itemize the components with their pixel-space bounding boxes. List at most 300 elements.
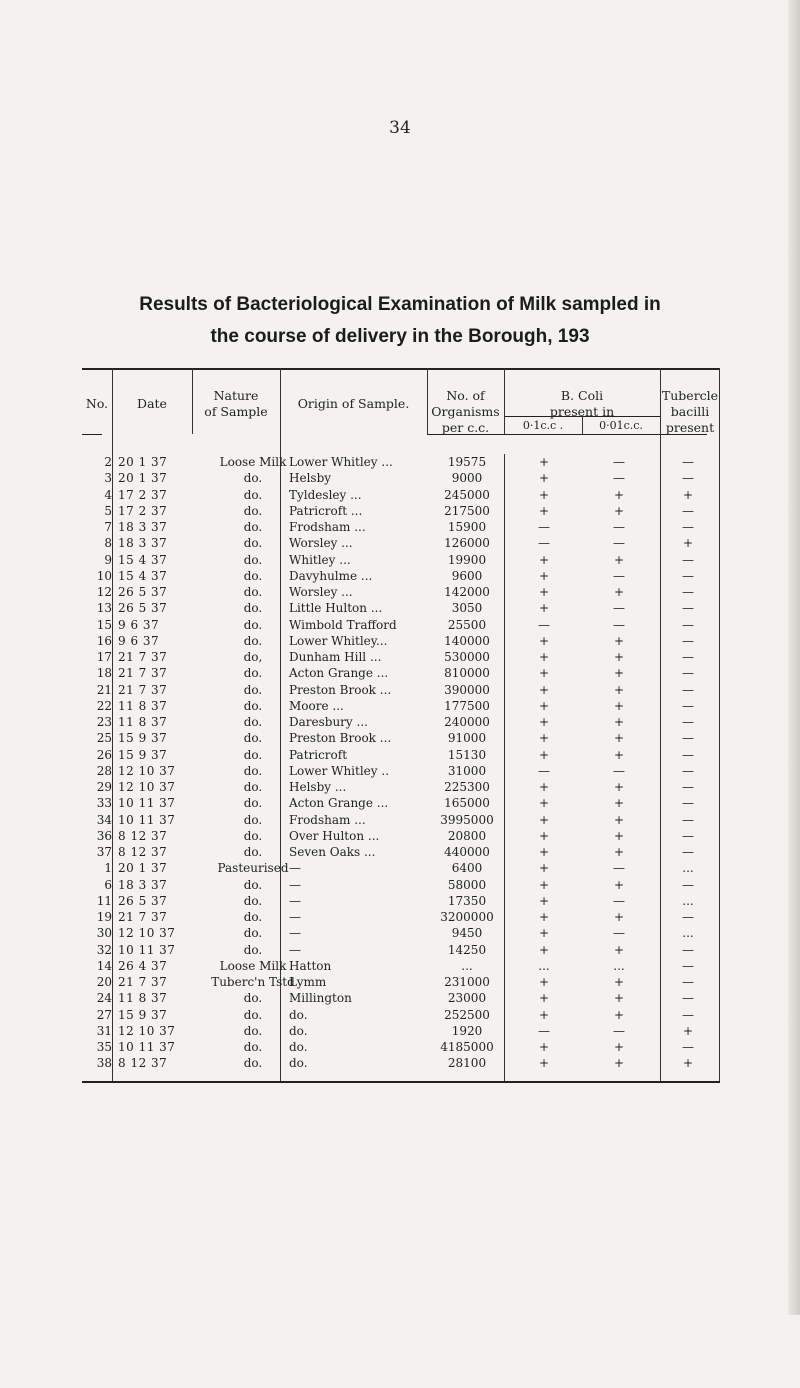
cell-organisms: 3200000 (440, 910, 494, 924)
cell-bcoli-001cc: + (613, 991, 625, 1006)
cell-date: 20 1 37 (118, 455, 168, 469)
cell-bcoli-001cc: — (613, 763, 625, 778)
cell-tubercle: — (682, 698, 694, 713)
cell-organisms: ... (461, 958, 473, 973)
cell-no: 1 (104, 861, 112, 876)
cell-origin: Lymm (289, 975, 327, 989)
cell-nature: do. (243, 682, 263, 697)
table-row (82, 503, 720, 519)
cell-organisms: 9450 (451, 926, 483, 941)
cell-date: 9 6 37 (118, 633, 160, 648)
cell-origin: Patricroft ... (289, 503, 363, 518)
cell-bcoli-01cc: + (538, 503, 550, 518)
cell-tubercle: — (682, 958, 694, 973)
cell-bcoli-01cc: + (538, 877, 550, 892)
cell-origin: — (289, 926, 301, 941)
cell-tubercle: — (682, 471, 694, 486)
cell-bcoli-001cc: + (613, 487, 625, 502)
cell-bcoli-001cc: — (613, 893, 625, 908)
cell-date: 21 7 37 (118, 910, 168, 924)
table-row (82, 974, 720, 990)
cell-bcoli-01cc: — (538, 763, 550, 778)
cell-tubercle: ... (682, 861, 694, 876)
page-edge (788, 0, 800, 1315)
cell-origin: Lower Whitley .. (289, 763, 390, 778)
cell-date: 26 5 37 (118, 601, 168, 616)
cell-tubercle: — (682, 845, 694, 859)
cell-bcoli-01cc: + (538, 796, 550, 811)
cell-nature: do. (243, 633, 263, 648)
cell-origin: Helsby (289, 471, 332, 486)
cell-origin: Moore ... (289, 698, 344, 713)
cell-nature: do, (243, 650, 263, 664)
cell-organisms: 6400 (451, 861, 483, 876)
cell-bcoli-001cc: + (613, 715, 625, 729)
cell-bcoli-001cc: — (613, 520, 625, 534)
cell-origin: Millington (289, 991, 352, 1006)
cell-origin: Worsley ... (289, 585, 353, 599)
cell-bcoli-001cc: — (613, 861, 625, 876)
cell-bcoli-001cc: + (613, 666, 625, 681)
cell-origin: Lower Whitley ... (289, 455, 393, 469)
cell-date: 12 10 37 (118, 926, 176, 941)
cell-tubercle: — (682, 617, 694, 632)
cell-nature: do. (243, 698, 263, 713)
cell-bcoli-001cc: — (613, 536, 625, 551)
cell-bcoli-001cc: — (613, 926, 625, 941)
cell-nature: do. (243, 666, 263, 681)
cell-nature: do. (243, 877, 263, 892)
cell-nature: Loose Milk (219, 455, 287, 469)
table-row (82, 568, 720, 584)
cell-bcoli-01cc: + (538, 552, 550, 567)
cell-bcoli-01cc: + (538, 568, 550, 583)
cell-bcoli-01cc: + (538, 1007, 550, 1022)
table-row (82, 763, 720, 779)
header-rule (82, 434, 102, 435)
cell-no: 19 (96, 910, 112, 924)
header-no: No. (85, 396, 109, 411)
cell-organisms: 19575 (447, 455, 487, 469)
cell-date: 21 7 37 (118, 682, 168, 697)
cell-organisms: 15130 (447, 747, 487, 762)
cell-bcoli-001cc: + (613, 1056, 625, 1071)
cell-tubercle: — (682, 828, 694, 843)
cell-organisms: 19900 (447, 552, 487, 567)
cell-tubercle: — (682, 975, 694, 989)
table-row (82, 649, 720, 665)
cell-no: 26 (96, 747, 112, 762)
cell-nature: do. (243, 893, 263, 908)
cell-date: 15 4 37 (118, 568, 168, 583)
cell-nature: Tuberc'n Tstd (211, 975, 295, 989)
cell-date: 26 4 37 (118, 958, 168, 973)
cell-bcoli-001cc: — (613, 601, 625, 616)
cell-tubercle: — (682, 763, 694, 778)
cell-nature: do. (243, 942, 263, 957)
cell-organisms: 91000 (447, 731, 487, 746)
cell-tubercle: ... (682, 926, 694, 941)
cell-bcoli-01cc: + (538, 991, 550, 1006)
cell-bcoli-001cc: + (613, 731, 625, 746)
title-line-2: the course of delivery in the Borough, 193 (210, 326, 590, 347)
table-row (82, 909, 720, 925)
cell-bcoli-001cc: — (613, 617, 625, 632)
table-row (82, 1023, 720, 1039)
cell-date: 8 12 37 (118, 1056, 168, 1071)
cell-bcoli-001cc: — (613, 568, 625, 583)
cell-tubercle: — (682, 991, 694, 1006)
table-row (82, 487, 720, 503)
page-number: 34 (389, 118, 411, 138)
cell-date: 15 9 37 (118, 747, 168, 762)
table-row (82, 877, 720, 893)
cell-no: 34 (96, 812, 112, 827)
cell-bcoli-01cc: + (538, 1040, 550, 1054)
cell-tubercle: — (682, 942, 694, 957)
cell-origin: Patricroft (289, 747, 348, 762)
cell-no: 32 (96, 942, 112, 957)
cell-organisms: 530000 (444, 650, 490, 664)
cell-organisms: 240000 (444, 715, 490, 729)
cell-organisms: 231000 (444, 975, 490, 989)
cell-bcoli-001cc: + (613, 796, 625, 811)
table-row (82, 828, 720, 844)
cell-organisms: 440000 (444, 845, 490, 859)
cell-no: 18 (96, 666, 112, 681)
cell-tubercle: — (682, 650, 694, 664)
cell-tubercle: — (682, 1007, 694, 1022)
table-row (82, 584, 720, 600)
cell-tubercle: — (682, 552, 694, 567)
cell-bcoli-001cc: + (613, 812, 625, 827)
header-date: Date (137, 396, 167, 411)
cell-date: 17 2 37 (118, 487, 168, 502)
results-table (82, 368, 720, 1388)
cell-no: 37 (96, 845, 112, 859)
cell-no: 31 (96, 1023, 112, 1038)
cell-bcoli-01cc: + (538, 942, 550, 957)
cell-organisms: 14250 (447, 942, 487, 957)
cell-nature: do. (243, 536, 263, 551)
cell-date: 15 9 37 (118, 1007, 168, 1022)
cell-no: 27 (96, 1007, 112, 1022)
cell-bcoli-01cc: + (538, 715, 550, 729)
cell-no: 25 (96, 731, 112, 746)
cell-organisms: 23000 (447, 991, 487, 1006)
cell-bcoli-01cc: + (538, 682, 550, 697)
cell-origin: do. (289, 1056, 308, 1071)
cell-tubercle: ... (682, 893, 694, 908)
cell-bcoli-01cc: — (538, 520, 550, 534)
cell-nature: do. (243, 780, 263, 794)
cell-date: 11 8 37 (118, 715, 168, 729)
cell-no: 36 (96, 828, 112, 843)
cell-date: 8 12 37 (118, 845, 168, 859)
cell-organisms: 177500 (444, 698, 490, 713)
table-body (82, 454, 720, 1072)
cell-organisms: 17350 (447, 893, 487, 908)
cell-tubercle: — (682, 633, 694, 648)
cell-no: 9 (104, 552, 112, 567)
cell-nature: do. (243, 1040, 263, 1054)
cell-organisms: 165000 (444, 796, 490, 811)
table-row (82, 730, 720, 746)
cell-organisms: 252500 (444, 1007, 490, 1022)
header-bcoli: B. Coli present in (549, 388, 615, 419)
cell-date: 21 7 37 (118, 975, 168, 989)
cell-organisms: 3995000 (440, 812, 494, 827)
cell-origin: Dunham Hill ... (289, 650, 382, 664)
cell-organisms: 245000 (444, 487, 490, 502)
table-row (82, 1039, 720, 1055)
table-row (82, 600, 720, 616)
cell-origin: — (289, 910, 301, 924)
cell-tubercle: — (682, 747, 694, 762)
cell-tubercle: — (682, 877, 694, 892)
cell-organisms: 4185000 (440, 1040, 494, 1054)
cell-nature: do. (243, 520, 263, 534)
cell-date: 8 12 37 (118, 828, 168, 843)
cell-nature: do. (243, 1023, 263, 1038)
cell-nature: do. (243, 585, 263, 599)
cell-organisms: 25500 (447, 617, 487, 632)
cell-bcoli-01cc: + (538, 633, 550, 648)
cell-bcoli-01cc: + (538, 487, 550, 502)
cell-origin: do. (289, 1040, 308, 1054)
cell-bcoli-01cc: + (538, 731, 550, 746)
cell-bcoli-01cc: + (538, 455, 550, 469)
cell-nature: do. (243, 812, 263, 827)
cell-bcoli-001cc: + (613, 780, 625, 794)
cell-bcoli-001cc: + (613, 633, 625, 648)
title-line-1: Results of Bacteriological Examination of Milk sampled in (139, 294, 661, 315)
cell-origin: Frodsham ... (289, 520, 366, 534)
cell-bcoli-01cc: + (538, 601, 550, 616)
cell-date: 18 3 37 (118, 536, 168, 551)
cell-bcoli-01cc: + (538, 861, 550, 876)
cell-origin: Little Hulton ... (289, 601, 383, 616)
cell-no: 11 (96, 893, 112, 908)
cell-origin: Tyldesley ... (289, 487, 362, 502)
cell-tubercle: — (682, 520, 694, 534)
bottom-rule (82, 1081, 720, 1083)
cell-bcoli-01cc: — (538, 536, 550, 551)
cell-origin: Wimbold Trafford (289, 617, 397, 632)
cell-date: 10 11 37 (118, 796, 176, 811)
cell-organisms: 31000 (447, 763, 487, 778)
cell-origin: — (289, 942, 301, 957)
cell-tubercle: — (682, 666, 694, 681)
cell-tubercle: — (682, 796, 694, 811)
cell-bcoli-01cc: + (538, 845, 550, 859)
table-row (82, 925, 720, 941)
cell-nature: Loose Milk (219, 958, 287, 973)
cell-date: 20 1 37 (118, 861, 168, 876)
cell-no: 24 (96, 991, 112, 1006)
cell-no: 22 (96, 698, 112, 713)
cell-bcoli-01cc: + (538, 471, 550, 486)
cell-no: 15 (96, 617, 112, 632)
cell-no: 23 (96, 715, 112, 729)
cell-tubercle: — (682, 568, 694, 583)
cell-tubercle: + (682, 1056, 694, 1071)
cell-bcoli-001cc: + (613, 828, 625, 843)
table-row (82, 893, 720, 909)
cell-tubercle: — (682, 682, 694, 697)
cell-organisms: 1920 (451, 1023, 483, 1038)
cell-nature: do. (243, 552, 263, 567)
cell-date: 15 9 37 (118, 731, 168, 746)
cell-nature: do. (243, 845, 263, 859)
cell-origin: — (289, 877, 301, 892)
cell-date: 12 10 37 (118, 780, 176, 794)
cell-bcoli-01cc: + (538, 747, 550, 762)
header-origin: Origin of Sample. (297, 396, 410, 411)
cell-tubercle: — (682, 780, 694, 794)
cell-nature: do. (243, 617, 263, 632)
cell-nature: do. (243, 487, 263, 502)
cell-no: 35 (96, 1040, 112, 1054)
table-row (82, 812, 720, 828)
cell-date: 15 4 37 (118, 552, 168, 567)
cell-origin: Hatton (289, 958, 332, 973)
cell-bcoli-01cc: + (538, 975, 550, 989)
cell-organisms: 9600 (451, 568, 483, 583)
cell-bcoli-01cc: + (538, 650, 550, 664)
cell-bcoli-01cc: + (538, 1056, 550, 1071)
cell-bcoli-001cc: + (613, 1007, 625, 1022)
cell-no: 38 (96, 1056, 112, 1071)
cell-bcoli-001cc: + (613, 747, 625, 762)
cell-bcoli-001cc: — (613, 455, 625, 469)
cell-tubercle: — (682, 812, 694, 827)
table-row (82, 795, 720, 811)
table-row (82, 990, 720, 1006)
cell-no: 30 (96, 926, 112, 941)
cell-organisms: 225300 (444, 780, 490, 794)
cell-bcoli-001cc: + (613, 682, 625, 697)
cell-no: 16 (96, 633, 112, 648)
table-row (82, 552, 720, 568)
cell-nature: do. (243, 471, 263, 486)
cell-date: 20 1 37 (118, 471, 168, 486)
cell-bcoli-01cc: — (538, 617, 550, 632)
cell-tubercle: + (682, 1023, 694, 1038)
cell-date: 10 11 37 (118, 1040, 176, 1054)
cell-nature: do. (243, 568, 263, 583)
cell-date: 26 5 37 (118, 893, 168, 908)
cell-bcoli-001cc: + (613, 942, 625, 957)
cell-origin: Preston Brook ... (289, 682, 392, 697)
cell-organisms: 58000 (447, 877, 487, 892)
cell-organisms: 810000 (444, 666, 490, 681)
table-row (82, 682, 720, 698)
cell-bcoli-001cc: — (613, 1023, 625, 1038)
cell-no: 12 (96, 585, 112, 599)
cell-tubercle: — (682, 585, 694, 599)
header-nature: Nature of Sample (204, 388, 268, 419)
cell-origin: do. (289, 1007, 308, 1022)
cell-tubercle: — (682, 715, 694, 729)
cell-origin: — (289, 861, 301, 876)
cell-date: 26 5 37 (118, 585, 168, 599)
cell-tubercle: — (682, 601, 694, 616)
cell-bcoli-01cc: + (538, 926, 550, 941)
cell-nature: do. (243, 796, 263, 811)
cell-bcoli-001cc: + (613, 910, 625, 924)
cell-organisms: 28100 (447, 1056, 487, 1071)
cell-nature: do. (243, 715, 263, 729)
table-row (82, 633, 720, 649)
cell-date: 12 10 37 (118, 1023, 176, 1038)
cell-date: 10 11 37 (118, 942, 176, 957)
cell-no: 29 (96, 780, 112, 794)
cell-tubercle: — (682, 503, 694, 518)
table-row (82, 860, 720, 876)
cell-bcoli-001cc: + (613, 552, 625, 567)
cell-nature: do. (243, 910, 263, 924)
table-row (82, 1055, 720, 1071)
cell-origin: Over Hulton ... (289, 828, 380, 843)
cell-bcoli-001cc: + (613, 845, 625, 859)
cell-organisms: 15900 (447, 520, 487, 534)
cell-organisms: 390000 (444, 682, 490, 697)
cell-date: 12 10 37 (118, 763, 176, 778)
cell-organisms: 20800 (447, 828, 487, 843)
cell-bcoli-01cc: + (538, 780, 550, 794)
table-row (82, 454, 720, 470)
cell-bcoli-001cc: + (613, 975, 625, 989)
cell-organisms: 217500 (444, 503, 490, 518)
cell-origin: — (289, 893, 301, 908)
cell-bcoli-01cc: + (538, 893, 550, 908)
cell-no: 4 (104, 487, 112, 502)
cell-organisms: 140000 (444, 633, 490, 648)
table-row (82, 844, 720, 860)
cell-bcoli-001cc: + (613, 585, 625, 599)
cell-no: 10 (96, 568, 112, 583)
cell-no: 20 (96, 975, 112, 989)
cell-date: 9 6 37 (118, 617, 160, 632)
table-row (82, 747, 720, 763)
cell-no: 13 (96, 601, 112, 616)
cell-nature: do. (243, 503, 263, 518)
cell-bcoli-01cc: — (538, 1023, 550, 1038)
cell-organisms: 3050 (451, 601, 483, 616)
cell-nature: do. (243, 991, 263, 1006)
cell-organisms: 126000 (444, 536, 490, 551)
cell-origin: Daresbury ... (289, 715, 368, 729)
cell-tubercle: — (682, 455, 694, 469)
header-bcoli-001cc: 0·01c.c. (599, 419, 643, 432)
cell-tubercle: — (682, 910, 694, 924)
top-rule (82, 368, 720, 370)
cell-nature: Pasteurised (217, 861, 289, 876)
cell-tubercle: — (682, 731, 694, 746)
cell-nature: do. (243, 828, 263, 843)
cell-nature: do. (243, 731, 263, 746)
cell-no: 5 (104, 503, 112, 518)
cell-no: 3 (104, 471, 112, 486)
cell-no: 2 (104, 455, 112, 469)
cell-date: 17 2 37 (118, 503, 168, 518)
cell-date: 10 11 37 (118, 812, 176, 827)
cell-bcoli-01cc: + (538, 585, 550, 599)
cell-no: 8 (104, 536, 112, 551)
table-row (82, 617, 720, 633)
cell-organisms: 142000 (444, 585, 490, 599)
